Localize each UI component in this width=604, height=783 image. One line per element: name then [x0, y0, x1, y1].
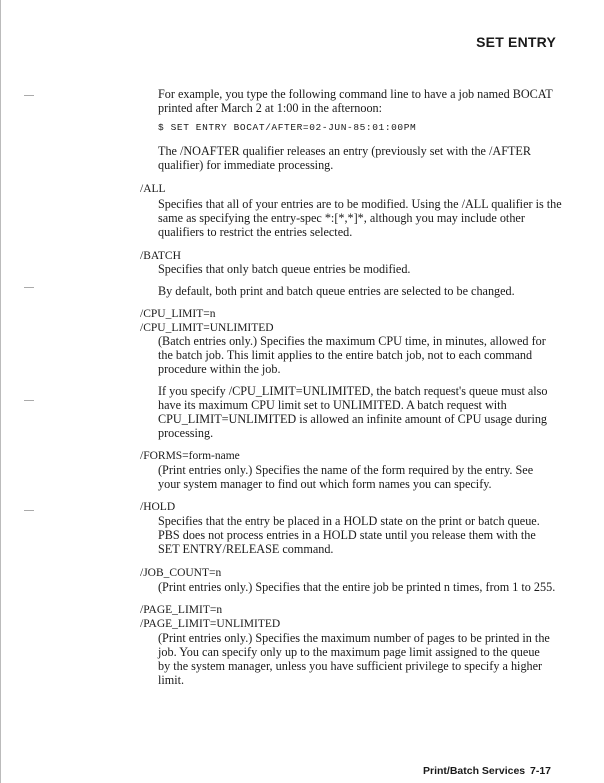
qualifier-name	[140, 449, 240, 463]
qualifier-label: /JOB_COUNT=n	[140, 567, 222, 579]
text-line: qualifier) for immediate processing.	[158, 158, 334, 172]
qualifier-label: /ALL	[140, 183, 166, 195]
text-line: (Batch entries only.) Specifies the maximum CPU time, in minutes, allowed for	[158, 334, 546, 348]
text-line: (Print entries only.) Specifies the maximum number of pages to be printed in the	[158, 631, 550, 645]
qualifier-label: /PAGE_LIMIT=UNLIMITED	[140, 618, 281, 630]
qualifier-name	[140, 603, 280, 631]
page-header-title: SET ENTRY	[476, 34, 556, 50]
qualifier-description	[158, 463, 558, 491]
text-line: (Print entries only.) Specifies that the entire job be printed n times, from 1 to 255.	[158, 580, 556, 594]
text-line: limit.	[158, 673, 185, 687]
page-edge	[0, 0, 1, 783]
qualifier-name	[140, 307, 274, 335]
qualifier-description	[158, 631, 558, 687]
footer-section: Print/Batch Services	[423, 765, 526, 777]
text-line: by the system manager, unless you have sufficient privilege to specify a higher	[158, 659, 543, 673]
text-line: The /NOAFTER qualifier releases an entry (previously set with the /AFTER	[158, 144, 531, 158]
margin-mark	[24, 510, 34, 511]
text-line: If you specify /CPU_LIMIT=UNLIMITED, the batch request's queue must also	[158, 384, 548, 398]
qualifier-name	[140, 182, 166, 196]
text-line: job. You can specify only up to the maximum page limit assigned to the queue	[158, 645, 540, 659]
margin-mark	[24, 95, 34, 96]
text-line: your system manager to find out which form names you can specify.	[158, 477, 492, 491]
text-line: SET ENTRY/RELEASE command.	[158, 542, 334, 556]
text-line: qualifiers to restrict the entries selected.	[158, 225, 353, 239]
qualifier-description	[158, 580, 558, 594]
qualifier-description	[158, 334, 558, 376]
margin-mark	[24, 400, 34, 401]
qualifier-name	[140, 249, 181, 263]
qualifier-description	[158, 514, 558, 556]
text-line: same as specifying the entry-spec *:[*,*]*, although you may include other	[158, 211, 525, 225]
qualifier-description	[158, 262, 558, 276]
intro-paragraph-1	[158, 87, 558, 115]
text-line: PBS does not process entries in a HOLD state until you release them with the	[158, 528, 536, 542]
text-line: procedure within the job.	[158, 362, 281, 376]
intro-paragraph-2	[158, 144, 558, 172]
qualifier-description	[158, 197, 562, 239]
text-line: CPU_LIMIT=UNLIMITED is allowed an infinite amount of CPU usage during	[158, 412, 548, 426]
text-line: Specifies that only batch queue entries be modified.	[158, 262, 411, 276]
command-example: $ SET ENTRY BOCAT/AFTER=02-JUN-85:01:00PM	[158, 122, 417, 133]
text-line: the batch job. This limit applies to the entire batch job, not to each command	[158, 348, 533, 362]
qualifier-label: /FORMS=form-name	[140, 450, 240, 462]
qualifier-label: /PAGE_LIMIT=n	[140, 604, 223, 616]
margin-mark	[24, 287, 34, 288]
qualifier-description	[158, 384, 558, 440]
text-line: processing.	[158, 426, 214, 440]
footer-page-number: 7-17	[530, 765, 552, 777]
text-line: For example, you type the following command line to have a job named BOCAT	[158, 87, 553, 101]
text-line: have its maximum CPU limit set to UNLIMITED. A batch request with	[158, 398, 507, 412]
text-line: printed after March 2 at 1:00 in the afternoon:	[158, 101, 383, 115]
text-line: (Print entries only.) Specifies the name of the form required by the entry. See	[158, 463, 534, 477]
qualifier-label: /CPU_LIMIT=UNLIMITED	[140, 322, 274, 334]
qualifier-label: /CPU_LIMIT=n	[140, 308, 216, 320]
qualifier-description	[158, 284, 558, 298]
qualifier-name	[140, 500, 175, 514]
text-line: By default, both print and batch queue entries are selected to be changed.	[158, 284, 515, 298]
qualifier-label: /HOLD	[140, 501, 176, 513]
qualifier-name	[140, 566, 221, 580]
text-line: Specifies that the entry be placed in a HOLD state on the print or batch queue.	[158, 514, 540, 528]
text-line: Specifies that all of your entries are to be modified. Using the /ALL qualifier is the	[158, 197, 562, 211]
qualifier-label: /BATCH	[140, 250, 181, 262]
